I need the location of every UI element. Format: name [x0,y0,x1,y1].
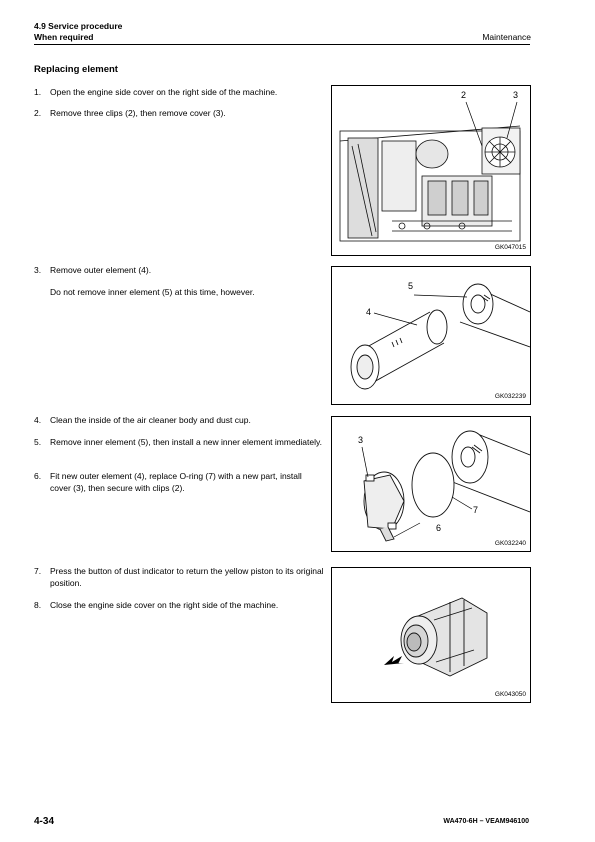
step-text: Fit new outer element (4), replace O-ring (7) with a new part, install cover (3), then secure with clips (2). [50,471,302,493]
page-number: 4-34 [34,816,55,827]
step-number: 7. [34,566,42,576]
section-number-title: 4.9 Service procedure [34,21,123,31]
direction-arrow [384,656,404,665]
step-2 [34,107,324,119]
step-8 [34,599,324,611]
subsection-title: When required [34,32,94,42]
callout-label: 5 [408,281,414,291]
step-6 [34,470,324,494]
step-number: 2. [34,108,42,118]
step-number: 5. [34,437,42,447]
figure-code: GK032239 [494,393,526,400]
engine-compartment-illustration [332,86,530,255]
step-4 [34,414,324,426]
step-3 [34,264,324,276]
step-number: 3. [34,265,42,275]
callout-label: 3 [513,90,519,100]
chapter-title: Maintenance [482,32,531,42]
header-divider [34,44,530,45]
figure-outer-element [331,266,531,405]
step-text: Remove three clips (2), then remove cover (3). [50,108,226,118]
outer-element-illustration [332,267,530,404]
step-7 [34,565,324,589]
figure-code: GK032240 [494,540,526,547]
figure-dust-indicator [331,567,531,703]
callout-label: 2 [461,90,467,100]
callout-label: 6 [436,523,442,533]
callout-label: 4 [366,307,372,317]
callout-label: 3 [358,435,364,445]
step-number: 8. [34,600,42,610]
figure-code: GK047015 [494,244,526,251]
figure-engine-compartment [331,85,531,256]
model-code: WA470-6H – VEAM946100 [443,818,529,825]
figure-cover-oring [331,416,531,552]
header-section [34,21,122,43]
page-title: Replacing element [34,64,118,75]
step-5 [34,436,324,448]
step-number: 4. [34,415,42,425]
callout-label: 7 [473,505,479,515]
step-text: Clean the inside of the air cleaner body and dust cup. [50,415,251,425]
step-text: Open the engine side cover on the right side of the machine. [50,87,278,97]
step-number: 6. [34,471,42,481]
step-1 [34,86,324,98]
step-text: Close the engine side cover on the right side of the machine. [50,600,279,610]
step-text: Press the button of dust indicator to return the yellow piston to its original position. [50,566,324,588]
step-text: Remove outer element (4). [50,265,152,275]
figure-code: GK043050 [494,691,526,698]
step-number: 1. [34,87,42,97]
step-text: Remove inner element (5), then install a new inner element immediately. [50,437,322,447]
step-3-note: Do not remove inner element (5) at this time, however. [50,287,255,297]
dust-indicator-illustration [332,568,530,702]
